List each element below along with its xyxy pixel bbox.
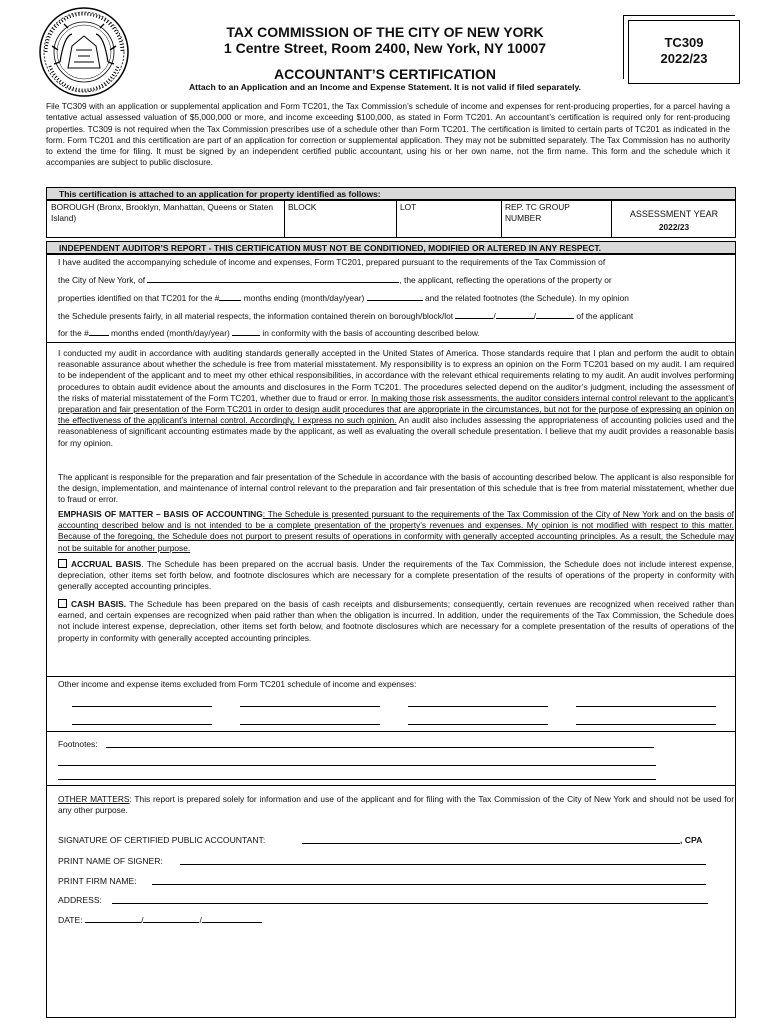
rep-group-field[interactable]: REP. TC GROUP NUMBER (505, 202, 570, 223)
address-label: ADDRESS: (58, 895, 102, 905)
agency-address: 1 Centre Street, Room 2400, New York, NY 10007 (223, 40, 547, 56)
date-month-field[interactable] (85, 913, 141, 923)
form-title: ACCOUNTANT’S CERTIFICATION (274, 66, 496, 82)
emphasis-paragraph: EMPHASIS OF MATTER – BASIS OF ACCOUNTING: The Schedule is presented pursuant to the requirements of the Tax Commission of the City of New York and on the basis of accounting described below and is not intended to be a complete presentation of the property’s revenues and expenses. My opinion is not modified with respect to this matter. Because of the foregoing, the Schedule does not purport to present results of operations in conformity with generally accepted accounting principles. As a result, the Schedule may not be suitable for another purpose. (58, 509, 735, 553)
property-heading: This certification is attached to an application for property identified as follows: (46, 187, 736, 200)
other-income-field[interactable] (240, 706, 380, 707)
block-field[interactable]: BLOCK (288, 202, 317, 212)
divider (46, 731, 736, 732)
report-line-3: properties identified on that TC201 for the # months ending (month/day/year) and the related footnotes (the Schedule). In my opinion (58, 293, 629, 303)
form-year: 2022/23 (660, 51, 708, 66)
attach-note: Attach to an Application and an Income and Expense Statement. It is not valid if filed separately. (188, 82, 582, 92)
firm-name-label: PRINT FIRM NAME: (58, 876, 137, 886)
report-heading: INDEPENDENT AUDITOR’S REPORT - THIS CERTIFICATION MUST NOT BE CONDITIONED, MODIFIED OR ALTERED IN ANY RESPECT. (46, 241, 736, 254)
assessment-year-value: 2022/23 (658, 222, 690, 232)
borough-entry[interactable] (455, 309, 493, 319)
months-ended-field[interactable] (89, 326, 109, 336)
footnotes-label: Footnotes: (58, 739, 98, 749)
report-line-4: the Schedule presents fairly, in all material respects, the information contained therein on borough/block/lot / / of the applicant (58, 311, 634, 321)
other-income-field[interactable] (576, 724, 716, 725)
other-income-label: Other income and expense items excluded from Form TC201 schedule of income and expenses: (58, 679, 417, 689)
other-income-field[interactable] (240, 724, 380, 725)
responsibility-paragraph: The applicant is responsible for the preparation and fair presentation of the Schedule in accordance with the basis of accounting described below. The applicant is also responsible for the design, implementation, and maintenance of internal control relevant to the preparation and fair presentation of this schedule that is free from material misstatement, whether due to fraud or error. (58, 472, 734, 505)
firm-name-field[interactable] (152, 884, 706, 885)
ending-date-field[interactable] (367, 291, 423, 301)
other-income-field[interactable] (72, 724, 212, 725)
other-income-field[interactable] (408, 724, 548, 725)
signer-name-field[interactable] (180, 864, 706, 865)
other-income-field[interactable] (72, 706, 212, 707)
other-income-field[interactable] (408, 706, 548, 707)
footnotes-field[interactable] (58, 779, 656, 780)
other-matters-paragraph: OTHER MATTERS: This report is prepared solely for information and use of the applicant and for filing with the Tax Commission of the City of New York and should not be used for any other purpose. (58, 794, 735, 816)
date-day-field[interactable] (143, 913, 199, 923)
report-line-1: I have audited the accompanying schedule of income and expenses, Form TC201, prepared pursuant to the requirements of the Tax Commission of (58, 257, 606, 267)
signer-name-label: PRINT NAME OF SIGNER: (58, 856, 163, 866)
cash-paragraph: CASH BASIS. The Schedule has been prepared on the basis of cash receipts and disbursements; consequently, certain revenues are recognized when received rather than earned, and certain expenses are recognized when paid rather than when the obligation is incurred. In addition, under the requirements of the Tax Commission, the Schedule does not include interest expense, depreciation, other items set forth below, and footnote disclosures which are necessary for a complete presentation of the results of operations of the property in conformity with generally accepted accounting principles. (58, 599, 734, 643)
block-entry[interactable] (496, 309, 534, 319)
cpa-suffix: , CPA (680, 835, 703, 845)
accrual-paragraph: ACCRUAL BASIS. The Schedule has been prepared on the accrual basis. Under the requirements of the Tax Commission, the Schedule does not include interest expense, depreciation, other items set forth below, and footnote disclosures which are necessary for a complete presentation of the results of operations of the property in conformity with generally accepted accounting principles. (58, 559, 734, 592)
lot-entry[interactable] (536, 309, 574, 319)
months-field[interactable] (219, 291, 241, 301)
date-label: DATE: / / (58, 913, 262, 926)
date-year-field[interactable] (202, 913, 262, 923)
report-line-5: for the # months ended (month/day/year) in conformity with the basis of accounting described below. (58, 328, 480, 338)
form-code-box (628, 20, 740, 84)
borough-field[interactable]: BOROUGH (Bronx, Brooklyn, Manhattan, Queens or Staten Island) (51, 202, 274, 223)
audit-paragraph: I conducted my audit in accordance with auditing standards generally accepted in the United States of America. Those standards require that I plan and perform the audit to obtain reasonable assurance about whether the schedule is free from material misstatement. My responsibility is to express an opinion on the Form TC201 based on my audit. I am required to be independent of the applicant and to meet my other ethical responsibilities, in accordance with the relevant ethical requirements relating to my audit. An audit involves performing procedures to obtain audit evidence about the amounts and disclosures in the Form TC201. The procedures selected depend on the auditor’s judgment, including the assessment of the risks of material misstatement of the Form TC201, whether due to fraud or error. In making those risk assessments, the auditor considers internal control relevant to the applicant’s preparation and fair presentation of the Form TC201 in order to design audit procedures that are appropriate in the circumstances, but not for the purpose of expressing an opinion on the effectiveness of the applicant’s internal control. Accordingly, I express no such opinion. An audit also includes assessing the appropriateness of accounting policies used and the reasonableness of significant accounting estimates made by the applicant, as well as evaluating the overall schedule presentation. I believe that my audit provides a reasonable basis for my opinion. (58, 348, 734, 448)
footnotes-field[interactable] (106, 747, 654, 748)
city-seal-logo (38, 6, 130, 98)
accrual-checkbox[interactable] (58, 559, 67, 568)
divider (46, 676, 736, 677)
applicant-name-field[interactable] (147, 273, 399, 283)
other-income-field[interactable] (576, 706, 716, 707)
intro-paragraph: File TC309 with an application or supplemental application and Form TC201, the Tax Commission’s schedule of income and expenses for rent-producing properties, for a parcel having a tentative actual assessed valuation of $5,000,000 or more, and income exceeding $100,000, as stated in Form TC201. An accountant’s certification is required only for rent-producing properties. TC309 is not required when the Tax Commission prescribes use of a schedule other than Form TC201. The certification is limited to certain parts of TC201 as indicated in the form. Form TC201 and this certification are part of an application for correction or supplemental application. They may not be submitted separately. The Tax Commission has no authority to extend the time for filing. It must be signed by an independent certified public accountant, using his or her own name, not the firm name. This form and the schedule which it accompanies are subject to public disclosure. (46, 101, 730, 168)
divider (46, 342, 736, 343)
lot-field[interactable]: LOT (400, 202, 417, 212)
report-line-2: the City of New York, of , the applicant, reflecting the operations of the property or (58, 275, 612, 285)
cash-checkbox[interactable] (58, 599, 67, 608)
footnotes-field[interactable] (58, 765, 656, 766)
signature-field[interactable] (302, 843, 680, 844)
divider (46, 785, 736, 786)
signature-label: SIGNATURE OF CERTIFIED PUBLIC ACCOUNTANT: (58, 835, 266, 845)
address-field[interactable] (112, 903, 708, 904)
form-code: TC309 (664, 35, 704, 50)
agency-title: TAX COMMISSION OF THE CITY OF NEW YORK (226, 24, 544, 40)
assessment-year-label: ASSESSMENT YEAR (629, 209, 719, 219)
ended-date-field[interactable] (232, 326, 260, 336)
